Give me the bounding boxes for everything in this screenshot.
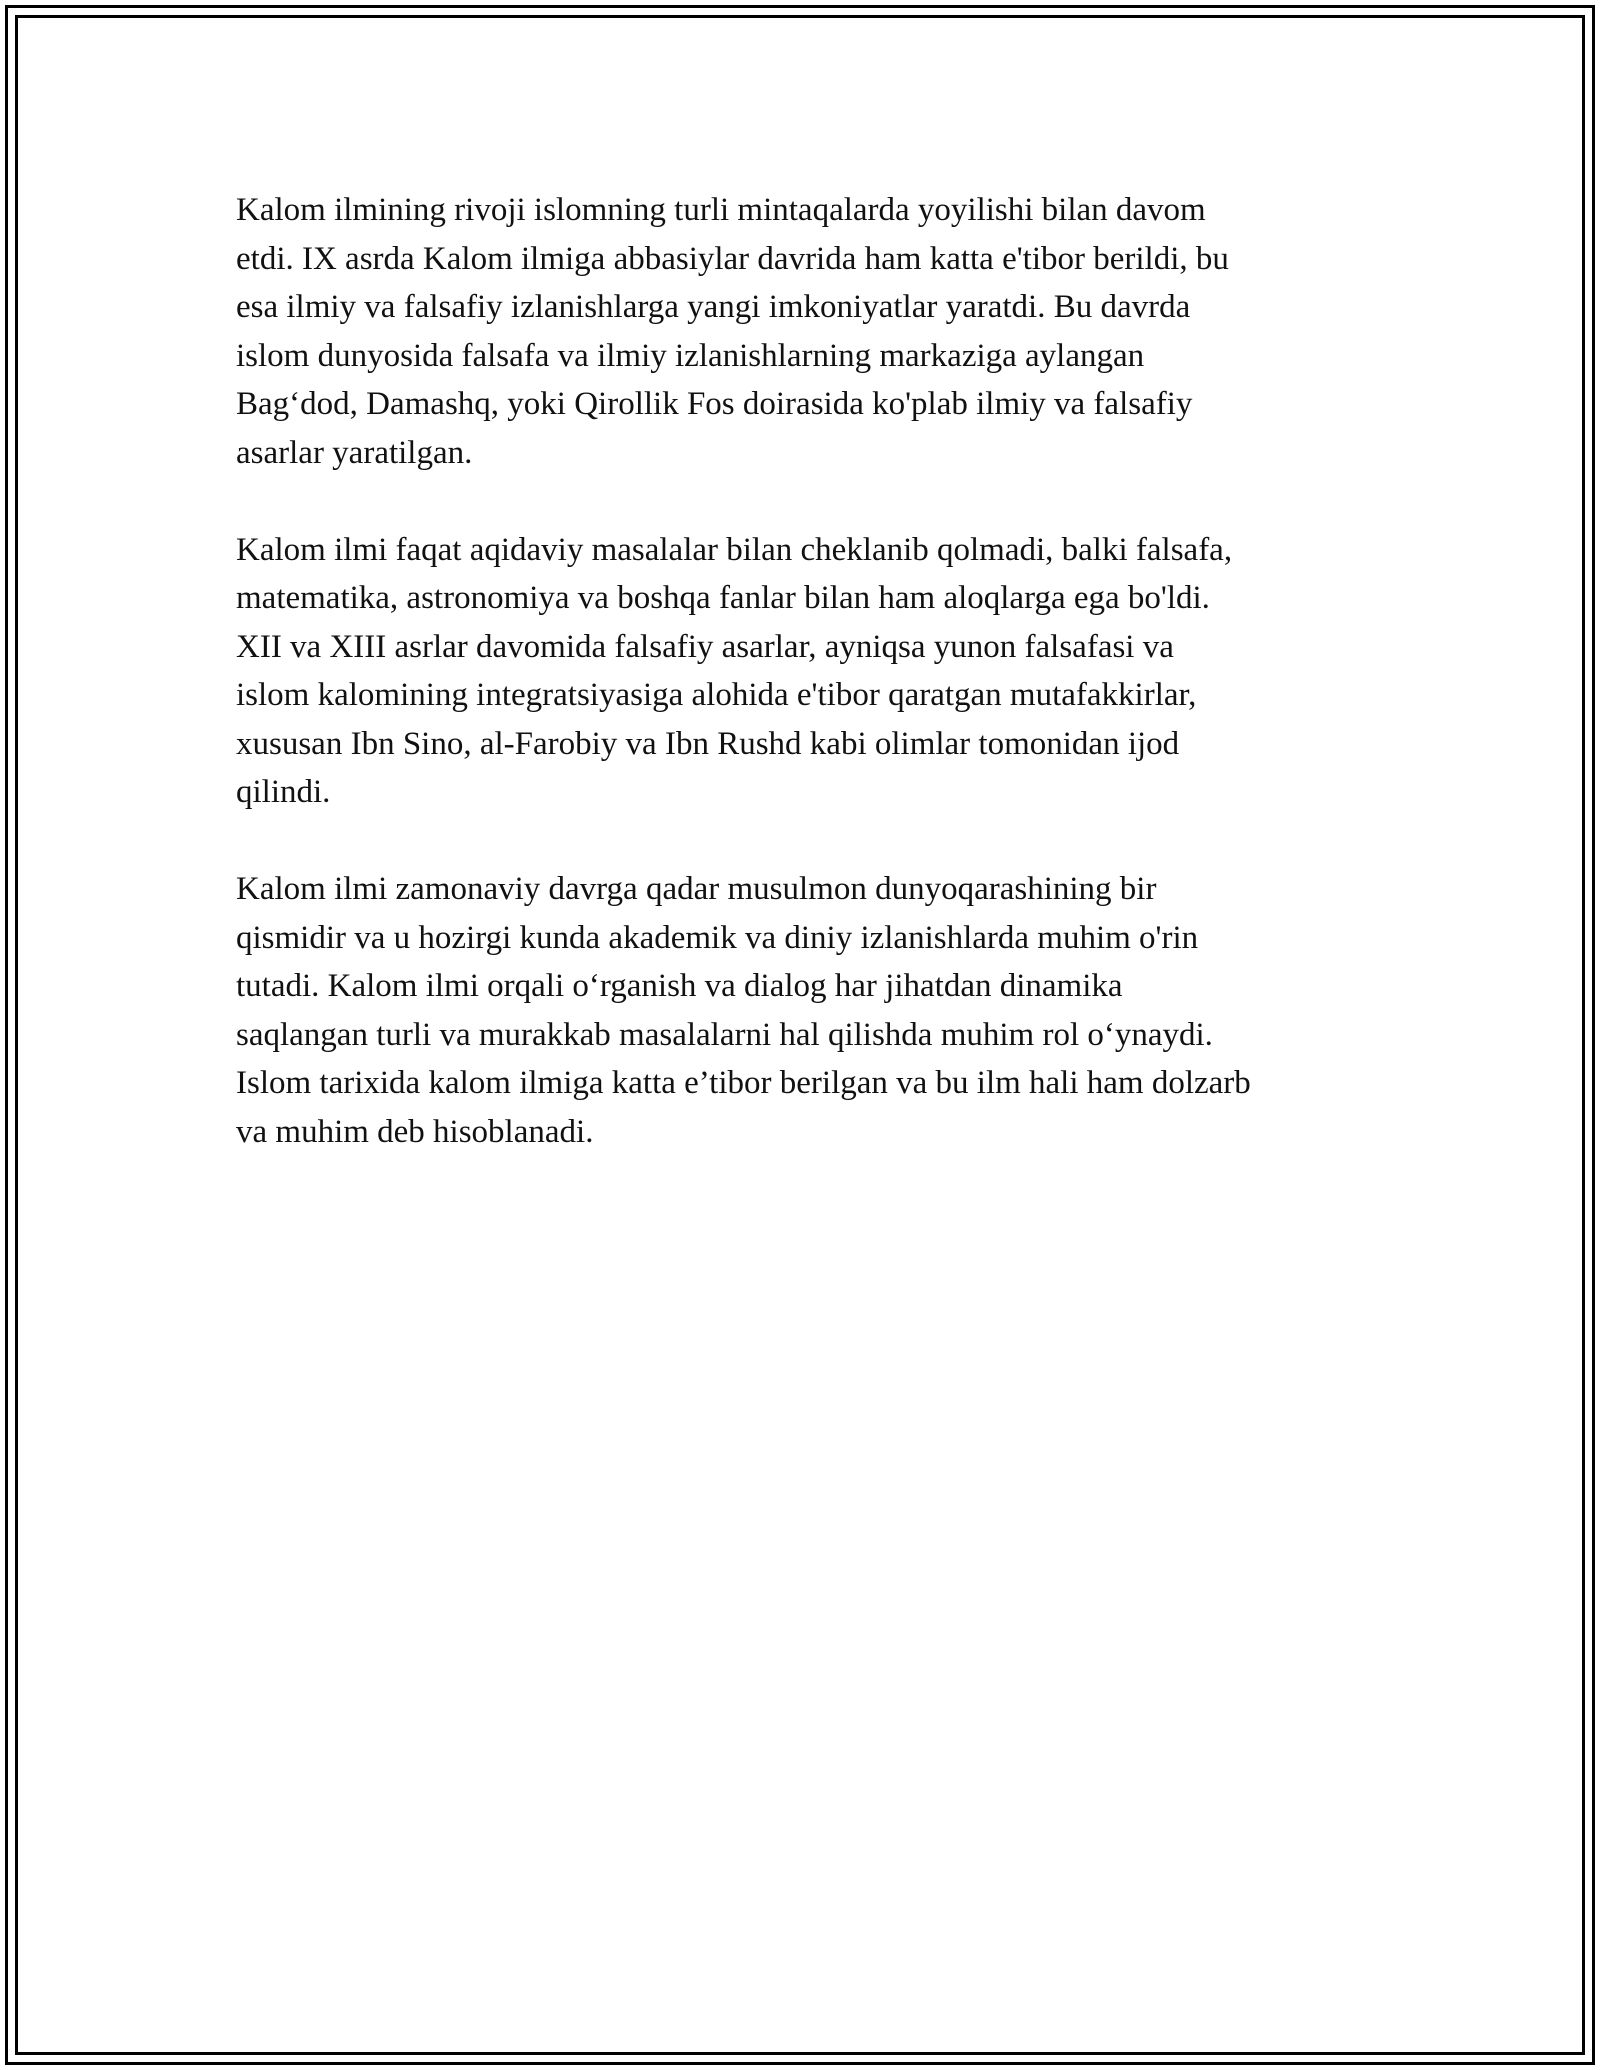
- text-line: esa ilmiy va falsafiy izlanishlarga yangi imkoniyatlar yaratdi. Bu davrda: [236, 289, 1191, 325]
- text-line: tutadi. Kalom ilmi orqali o‘rganish va dialog har jihatdan dinamika: [236, 968, 1123, 1004]
- document-body: [236, 186, 1386, 1205]
- text-line: matematika, astronomiya va boshqa fanlar bilan ham aloqlarga ega bo'ldi.: [236, 580, 1210, 616]
- paragraph-2: [236, 526, 1386, 817]
- text-line: Kalom ilmi faqat aqidaviy masalalar bilan cheklanib qolmadi, balki falsafa,: [236, 531, 1233, 568]
- text-line: Kalom ilmi zamonaviy davrga qadar musulmon dunyoqarashining bir: [236, 871, 1157, 907]
- text-line: va muhim deb hisoblanadi.: [236, 1113, 594, 1150]
- paragraph-1: [236, 186, 1386, 477]
- text-line: qismidir va u hozirgi kunda akademik va diniy izlanishlarda muhim o'rin: [236, 919, 1199, 956]
- text-line: saqlangan turli va murakkab masalalarni hal qilishda muhim rol o‘ynaydi.: [236, 1016, 1213, 1053]
- text-line: Islom tarixida kalom ilmiga katta e’tibor berilgan va bu ilm hali ham dolzarb: [236, 1065, 1251, 1101]
- text-line: Kalom ilmining rivoji islomning turli mintaqalarda yoyilishi bilan davom: [236, 192, 1206, 228]
- text-line: etdi. IX asrda Kalom ilmiga abbasiylar davrida ham katta e'tibor berildi, bu: [236, 240, 1229, 277]
- text-line: islom kalomining integratsiyasiga alohida e'tibor qaratgan mutafakkirlar,: [236, 677, 1197, 713]
- text-line: islom dunyosida falsafa va ilmiy izlanishlarning markaziga aylangan: [236, 337, 1145, 374]
- text-line: XII va XIII asrlar davomida falsafiy asarlar, ayniqsa yunon falsafasi va: [236, 628, 1174, 665]
- text-line: asarlar yaratilgan.: [236, 434, 473, 471]
- text-line: qilindi.: [236, 774, 331, 810]
- text-line: xususan Ibn Sino, al-Farobiy va Ibn Rushd kabi olimlar tomonidan ijod: [236, 725, 1180, 762]
- paragraph-3: [236, 865, 1386, 1156]
- text-line: Bag‘dod, Damashq, yoki Qirollik Fos doirasida ko'plab ilmiy va falsafiy: [236, 386, 1193, 422]
